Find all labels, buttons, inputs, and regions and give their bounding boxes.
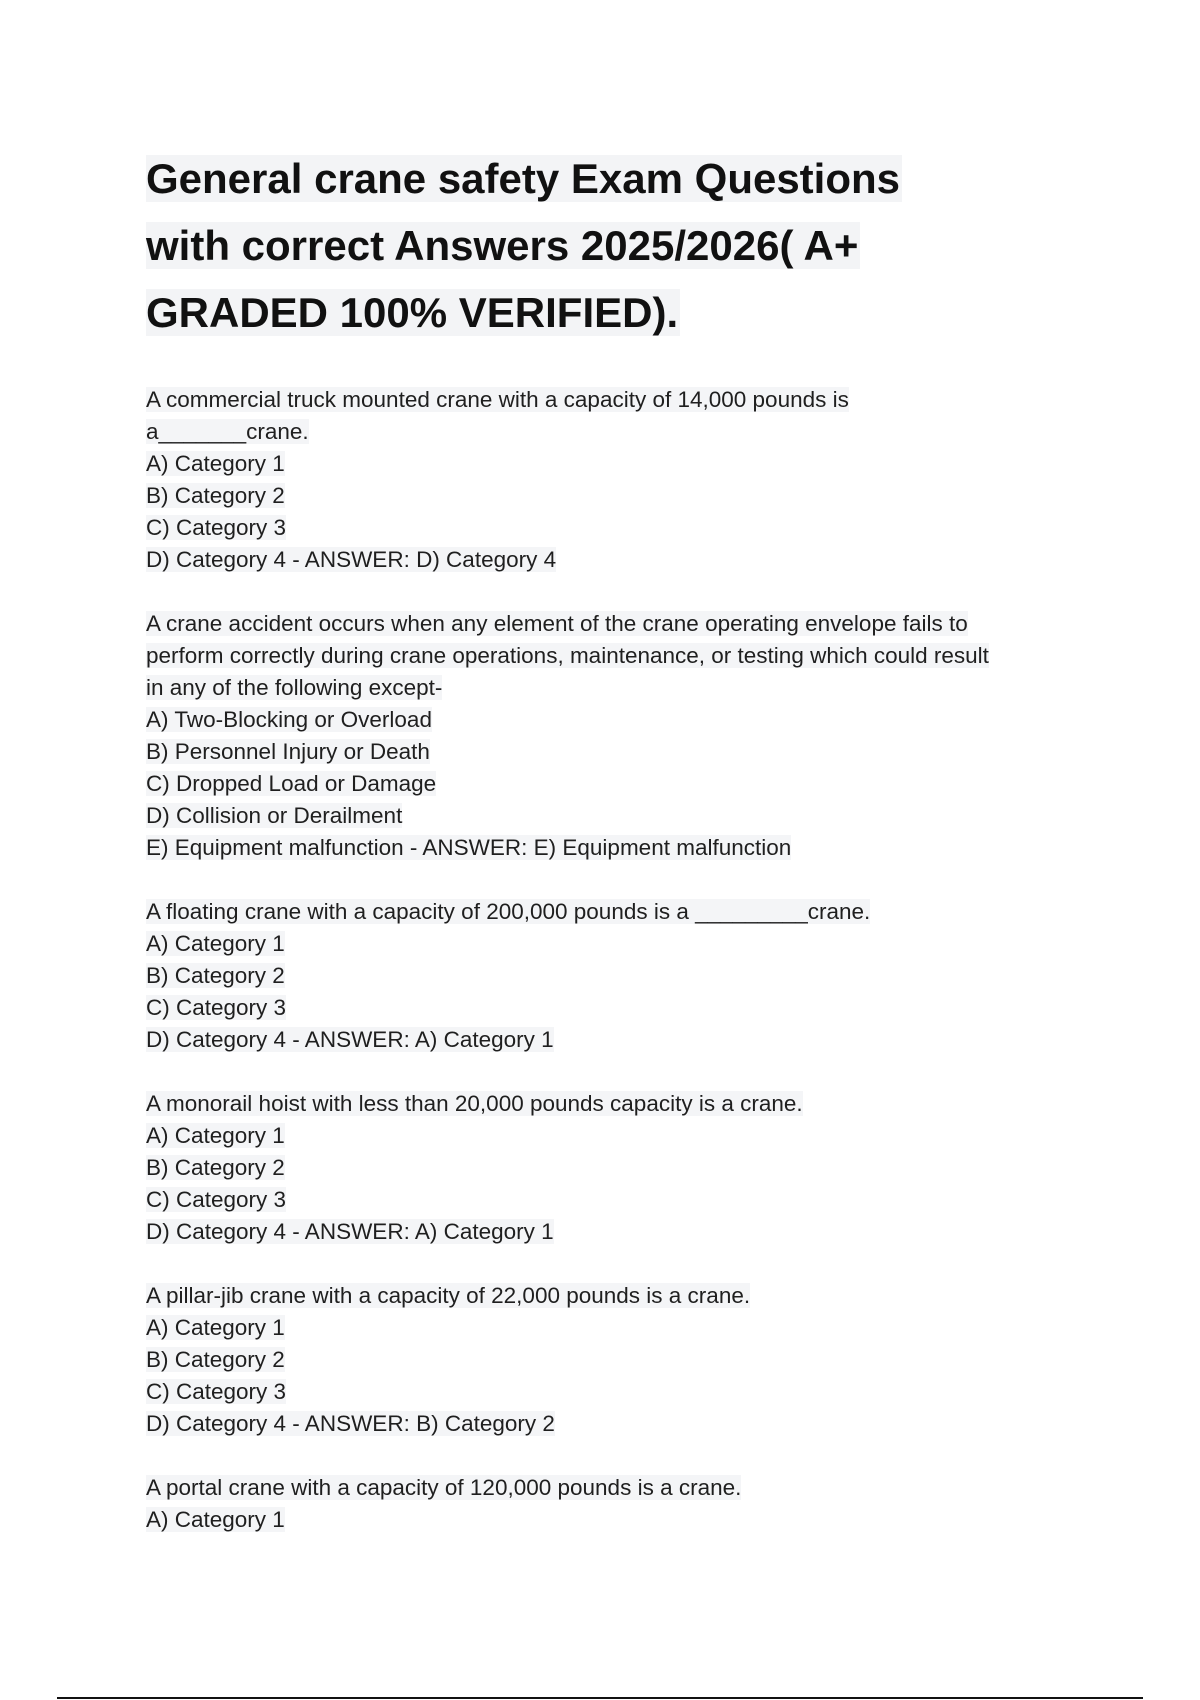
option-a: A) Category 1 bbox=[146, 1315, 285, 1340]
option-b: B) Category 2 bbox=[146, 963, 285, 988]
option-b: B) Personnel Injury or Death bbox=[146, 739, 430, 764]
option-b: B) Category 2 bbox=[146, 1347, 285, 1372]
title-line: GRADED 100% VERIFIED). bbox=[146, 289, 679, 336]
option-c: C) Dropped Load or Damage bbox=[146, 771, 437, 796]
option-e-with-answer: E) Equipment malfunction - ANSWER: E) Equipment malfunction bbox=[146, 835, 792, 860]
question-text: a_______crane. bbox=[146, 419, 309, 444]
question-6 bbox=[146, 1472, 1066, 1536]
option-d-with-answer: D) Category 4 - ANSWER: A) Category 1 bbox=[146, 1219, 554, 1244]
option-a: A) Category 1 bbox=[146, 931, 285, 956]
option-b: B) Category 2 bbox=[146, 1155, 285, 1180]
question-text: A pillar-jib crane with a capacity of 22,000 pounds is a crane. bbox=[146, 1283, 751, 1308]
option-d: D) Collision or Derailment bbox=[146, 803, 403, 828]
question-text: perform correctly during crane operations, maintenance, or testing which could result bbox=[146, 643, 989, 668]
question-text: A portal crane with a capacity of 120,000 pounds is a crane. bbox=[146, 1475, 742, 1500]
title-line: with correct Answers 2025/2026( A+ bbox=[146, 222, 859, 269]
question-5 bbox=[146, 1280, 1066, 1440]
option-c: C) Category 3 bbox=[146, 1187, 287, 1212]
option-d-with-answer: D) Category 4 - ANSWER: D) Category 4 bbox=[146, 547, 557, 572]
option-d-with-answer: D) Category 4 - ANSWER: A) Category 1 bbox=[146, 1027, 554, 1052]
question-4 bbox=[146, 1088, 1066, 1248]
question-1 bbox=[146, 384, 1066, 576]
question-text: A crane accident occurs when any element of the crane operating envelope fails to bbox=[146, 611, 968, 636]
document-page bbox=[146, 145, 1066, 1568]
option-d-with-answer: D) Category 4 - ANSWER: B) Category 2 bbox=[146, 1411, 555, 1436]
option-a: A) Category 1 bbox=[146, 1507, 285, 1532]
question-text: in any of the following except- bbox=[146, 675, 443, 700]
question-2 bbox=[146, 608, 1066, 864]
option-c: C) Category 3 bbox=[146, 515, 287, 540]
option-a: A) Category 1 bbox=[146, 451, 285, 476]
option-a: A) Two-Blocking or Overload bbox=[146, 707, 432, 732]
question-text: A commercial truck mounted crane with a capacity of 14,000 pounds is bbox=[146, 387, 849, 412]
option-c: C) Category 3 bbox=[146, 1379, 287, 1404]
option-a: A) Category 1 bbox=[146, 1123, 285, 1148]
page-bottom-divider bbox=[57, 1697, 1143, 1699]
question-3 bbox=[146, 896, 1066, 1056]
document-title bbox=[146, 145, 1066, 346]
option-c: C) Category 3 bbox=[146, 995, 287, 1020]
question-text: A monorail hoist with less than 20,000 pounds capacity is a crane. bbox=[146, 1091, 803, 1116]
title-line: General crane safety Exam Questions bbox=[146, 155, 901, 202]
question-text: A floating crane with a capacity of 200,000 pounds is a _________crane. bbox=[146, 899, 871, 924]
option-b: B) Category 2 bbox=[146, 483, 285, 508]
